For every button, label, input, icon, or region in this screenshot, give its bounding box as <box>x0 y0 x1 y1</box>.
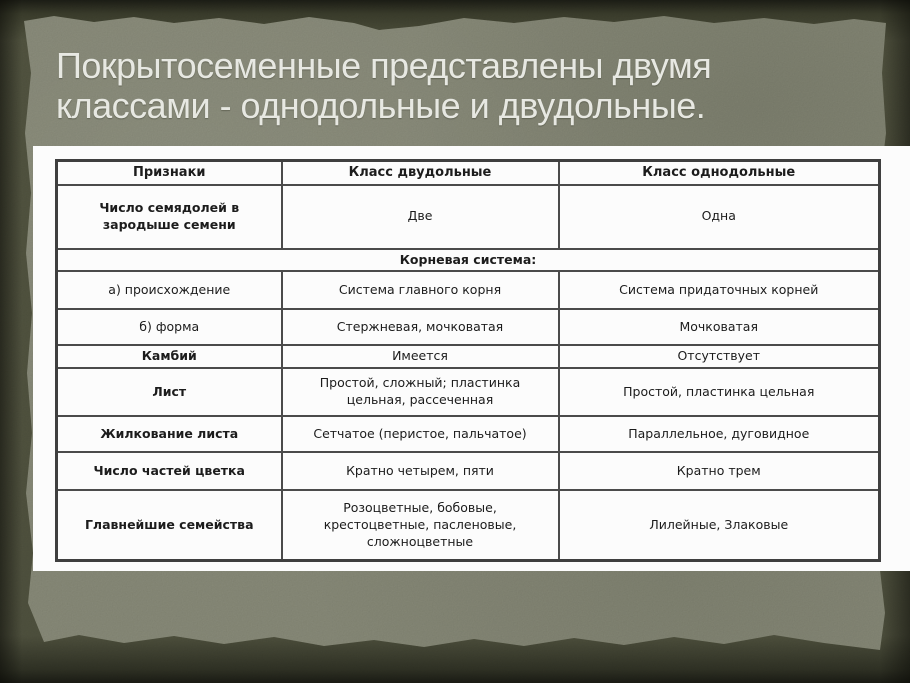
cell-monocot: Система придаточных корней <box>559 271 880 309</box>
cell-dicot: Кратно четырем, пяти <box>282 452 559 490</box>
cell-dicot: Сетчатое (перистое, пальчатое) <box>282 416 559 452</box>
cell-feature: б) форма <box>57 309 282 345</box>
table-panel <box>33 146 910 571</box>
cell-feature: Жилкование листа <box>57 416 282 452</box>
slide-title-line1: Покрытосеменные представлены двумя <box>56 45 712 86</box>
cell-monocot: Кратно трем <box>559 452 880 490</box>
slide-title <box>56 46 856 126</box>
table-row <box>57 185 880 249</box>
cell-monocot: Одна <box>559 185 880 249</box>
cell-dicot: Розоцветные, бобовые, крестоцветные, пасленовые, сложноцветные <box>282 490 559 561</box>
table-row <box>57 345 880 368</box>
cell-monocot: Простой, пластинка цельная <box>559 368 880 416</box>
table-row <box>57 271 880 309</box>
cell-dicot: Две <box>282 185 559 249</box>
cell-feature: Лист <box>57 368 282 416</box>
table-header-row <box>57 161 880 185</box>
cell-monocot: Параллельное, дуговидное <box>559 416 880 452</box>
table-row <box>57 490 880 561</box>
table-row <box>57 309 880 345</box>
cell-feature: Камбий <box>57 345 282 368</box>
table-section-row <box>57 249 880 272</box>
cell-feature: а) происхождение <box>57 271 282 309</box>
comparison-table <box>55 159 881 562</box>
cell-feature: Число частей цветка <box>57 452 282 490</box>
cell-dicot: Система главного корня <box>282 271 559 309</box>
cell-monocot: Мочковатая <box>559 309 880 345</box>
column-header-monocots: Класс однодольные <box>559 161 880 185</box>
column-header-features: Признаки <box>57 161 282 185</box>
cell-feature: Число семядолей в зародыше семени <box>57 185 282 249</box>
cell-dicot: Имеется <box>282 345 559 368</box>
section-header-cell: Корневая система: <box>57 249 880 272</box>
cell-monocot: Лилейные, Злаковые <box>559 490 880 561</box>
column-header-dicots: Класс двудольные <box>282 161 559 185</box>
table-row <box>57 368 880 416</box>
cell-feature: Главнейшие семейства <box>57 490 282 561</box>
table-row <box>57 416 880 452</box>
cell-dicot: Стержневая, мочковатая <box>282 309 559 345</box>
table-row <box>57 452 880 490</box>
slide-title-line2: классами - однодольные и двудольные. <box>56 85 706 126</box>
cell-dicot: Простой, сложный; пластинка цельная, рассеченная <box>282 368 559 416</box>
cell-monocot: Отсутствует <box>559 345 880 368</box>
